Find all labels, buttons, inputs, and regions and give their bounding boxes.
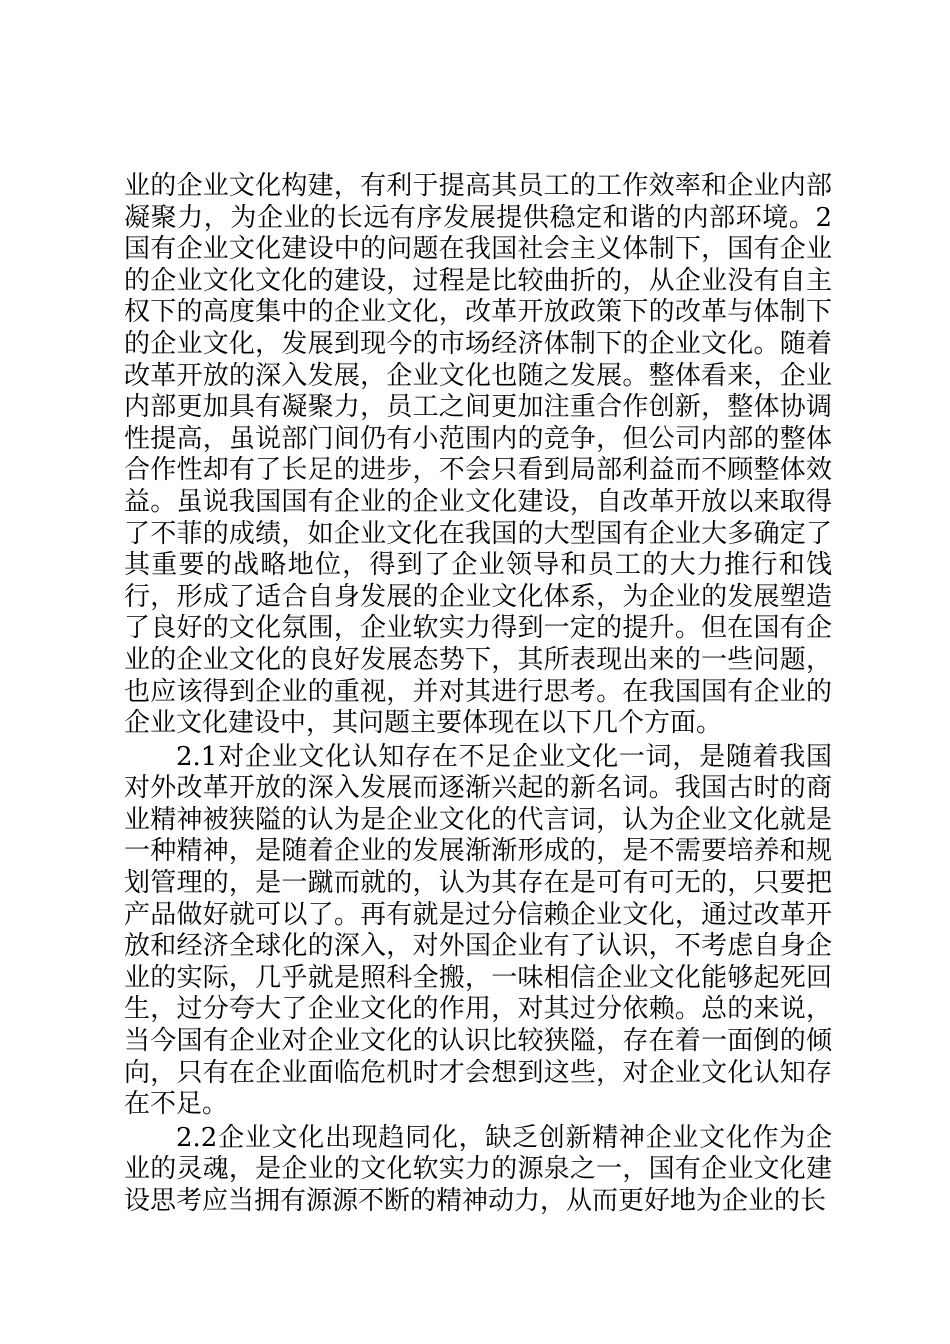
document-body — [124, 171, 832, 1218]
paragraph-2: 2.1对企业文化认知存在不足企业文化一词，是随着我国对外改革开放的深入发展而逐渐兴起的新名词。我国古时的商业精神被狭隘的认为是企业文化的代言词，认为企业文化就是一种精神，是随着企业的发展渐渐形成的，是不需要培养和规划管理的，是一蹴而就的，认为其存在是可有可无的，只要把产品做好就可以了。再有就是过分信赖企业文化，通过改革开放和经济全球化的深入，对外国企业有了认识，不考虑自身企业的实际，几乎就是照科全搬，一味相信企业文化能够起死回生，过分夸大了企业文化的作用，对其过分依赖。总的来说，当今国有企业对企业文化的认识比较狭隘，存在着一面倒的倾向，只有在企业面临危机时才会想到这些，对企业文化认知存在不足。 — [124, 741, 832, 1120]
paragraph-1: 业的企业文化构建，有利于提高其员工的工作效率和企业内部凝聚力，为企业的长远有序发展提供稳定和谐的内部环境。2国有企业文化建设中的问题在我国社会主义体制下，国有企业的企业文化文化的建设，过程是比较曲折的，从企业没有自主权下的高度集中的企业文化，改革开放政策下的改革与体制下的企业文化，发展到现今的市场经济体制下的企业文化。随着改革开放的深入发展，企业文化也随之发展。整体看来，企业内部更加具有凝聚力，员工之间更加注重合作创新，整体协调性提高，虽说部门间仍有小范围内的竞争，但公司内部的整体合作性却有了长足的进步，不会只看到局部利益而不顾整体效益。虽说我国国有企业的企业文化建设，自改革开放以来取得了不菲的成绩，如企业文化在我国的大型国有企业大多确定了其重要的战略地位，得到了企业领导和员工的大力推行和饯行，形成了适合自身发展的企业文化体系，为企业的发展塑造了良好的文化氛围，企业软实力得到一定的提升。但在国有企业的企业文化的良好发展态势下，其所表现出来的一些问题，也应该得到企业的重视，并对其进行思考。在我国国有企业的企业文化建设中，其问题主要体现在以下几个方面。 — [124, 171, 832, 739]
paragraph-3: 2.2企业文化出现趋同化，缺乏创新精神企业文化作为企业的灵魂，是企业的文化软实力的源泉之一，国有企业文化建设思考应当拥有源源不断的精神动力，从而更好地为企业的长 — [124, 1122, 832, 1216]
